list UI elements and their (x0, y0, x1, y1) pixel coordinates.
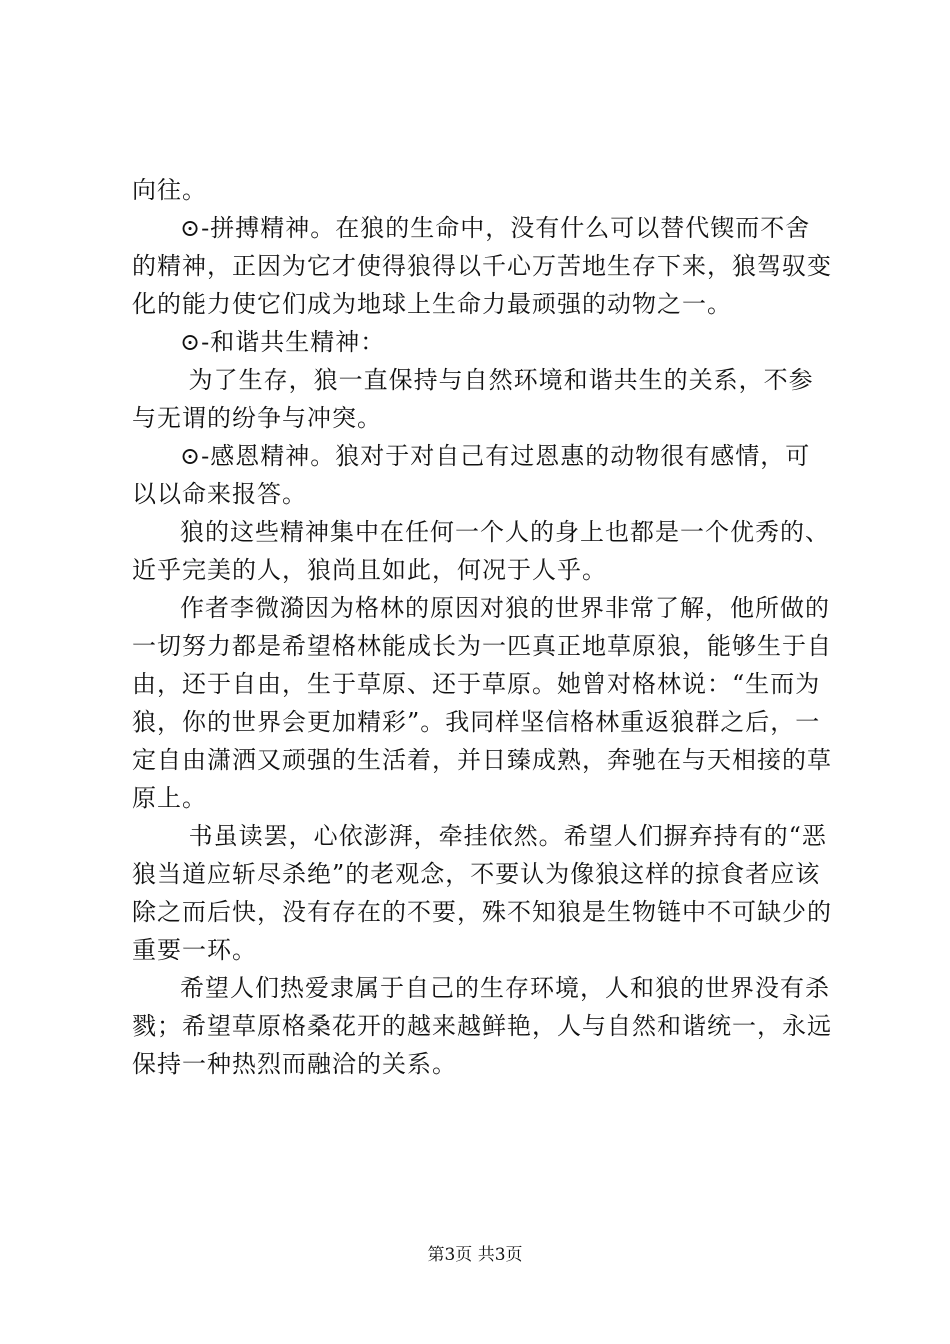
paragraph-gratitude-spirit: ⊙-感恩精神。狼对于对自己有过恩惠的动物很有感情，可以以命来报答。 (132, 442, 811, 508)
paragraph-author-greenland: 作者李微漪因为格林的原因对狼的世界非常了解，他所做的一切努力都是希望格林能成长为一匹真正地草原狼，能够生于自由，还于自由，生于草原、还于草原。她曾对格林说：“生而为狼，你的世界会更加精彩”。我同样坚信格林重返狼群之后，一定自由潇洒又顽强的生活着，并日臻成熟，奔驰在与天相接的草原上。 (132, 594, 832, 812)
paragraph-fighting-spirit: ⊙-拼搏精神。在狼的生命中，没有什么可以替代锲而不舍的精神，正因为它才使得狼得以千心万苦地生存下来，狼驾驭变化的能力使它们成为地球上生命力最顽强的动物之一。 (132, 214, 832, 318)
paragraph-spirit-summary: 狼的这些精神集中在任何一个人的身上也都是一个优秀的、近乎完美的人，狼尚且如此，何况于人乎。 (132, 518, 830, 584)
document-body (132, 171, 832, 1083)
paragraph-harmony-body: 为了生存，狼一直保持与自然环境和谐共生的关系，不参与无谓的纷争与冲突。 (132, 366, 814, 432)
page-footer: 第3页 共3页 (427, 1245, 523, 1265)
paragraph-continuation: 向往。 (132, 176, 207, 204)
paragraph-harmony-heading: ⊙-和谐共生精神： (180, 328, 386, 356)
paragraph-closing-hope: 希望人们热爱隶属于自己的生存环境，人和狼的世界没有杀戮；希望草原格桑花开的越来越鲜艳，人与自然和谐统一，永远保持一种热烈而融洽的关系。 (132, 974, 832, 1078)
paragraph-after-reading: 书虽读罢，心依澎湃，牵挂依然。希望人们摒弃持有的“恶狼当道应斩尽杀绝”的老观念，不要认为像狼这样的掠食者应该除之而后快，没有存在的不要，殊不知狼是生物链中不可缺少的重要一环。 (132, 822, 832, 964)
